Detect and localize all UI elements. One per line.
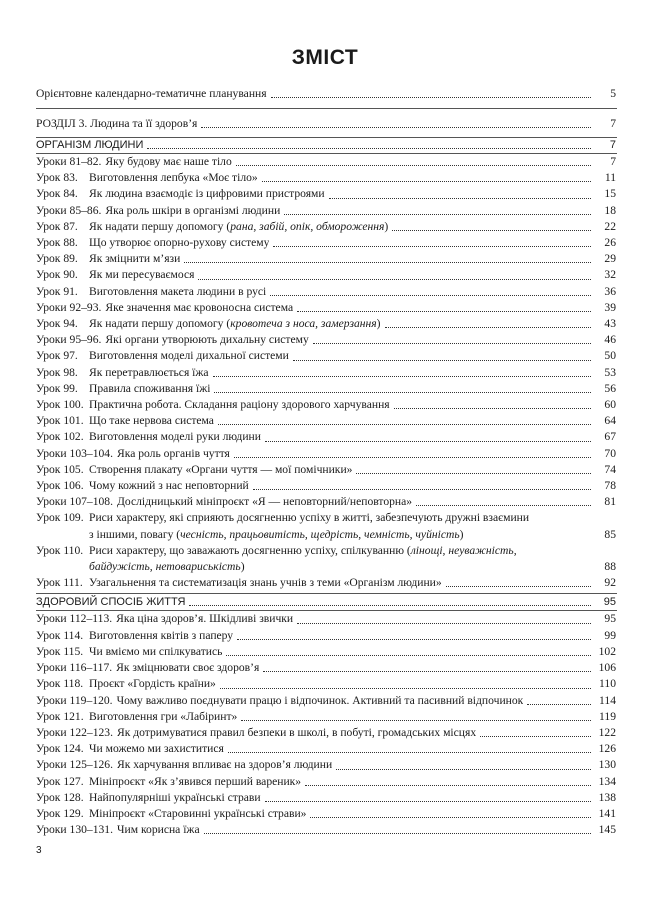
lesson-label: Урок 105. <box>36 462 84 476</box>
toc-entry-page: 70 <box>604 446 616 460</box>
toc-entry-text <box>36 365 209 381</box>
lesson-label: Уроки 125–126. <box>36 758 113 772</box>
lesson-title: Виготовлення моделі дихальної системи <box>89 349 289 363</box>
toc-entry-page: 64 <box>604 414 616 428</box>
toc-entry[interactable] <box>36 822 616 838</box>
toc-entry-page: 18 <box>604 203 616 217</box>
lesson-title: Як харчування впливає на здоров’я людини <box>117 758 333 772</box>
lesson-title-italic: чесність, працьовитість, щедрість, чемність, чуйність <box>180 527 460 541</box>
lesson-line-1 <box>36 543 594 559</box>
toc-entry[interactable] <box>36 397 616 413</box>
lesson-label: Урок 129. <box>36 806 84 820</box>
leader-dots <box>228 752 591 753</box>
toc-entry-text <box>36 170 258 186</box>
leader-dots <box>313 343 591 344</box>
lesson-label: Уроки 81–82. <box>36 155 102 168</box>
toc-entry[interactable] <box>36 284 616 300</box>
toc-entry[interactable] <box>36 316 616 332</box>
lesson-label: Урок 98. <box>36 365 78 379</box>
toc-entry-text <box>36 413 214 429</box>
toc-entry-text <box>36 381 210 397</box>
toc-entry-text <box>36 186 325 202</box>
toc-entry[interactable] <box>36 154 616 170</box>
leader-dots <box>214 392 591 393</box>
lesson-label: Урок 128. <box>36 790 84 804</box>
lesson-label: Урок 118. <box>36 677 84 691</box>
toc-entry-text <box>36 446 230 462</box>
leader-dots <box>184 262 591 263</box>
leader-dots <box>262 181 591 182</box>
lesson-title: Чому кожний з нас неповторний <box>89 479 249 493</box>
lesson-title-end: ) <box>376 317 381 331</box>
lesson-title: Чи можемо ми захиститися <box>89 742 224 756</box>
lesson-label: Уроки 107–108. <box>36 495 113 509</box>
leader-dots <box>263 671 591 672</box>
lesson-label: Уроки 85–86. <box>36 203 102 217</box>
lesson-label: Урок 84. <box>36 187 78 201</box>
toc-entry[interactable] <box>36 235 616 251</box>
lesson-label: Урок 83. <box>36 171 78 185</box>
lesson-title: Яка ціна здоров’я. Шкідливі звички <box>116 612 294 626</box>
leader-dots <box>213 376 591 377</box>
toc-entry-page: 39 <box>604 300 616 314</box>
toc-entry[interactable] <box>36 267 616 283</box>
lesson-title-end: ) <box>240 560 245 574</box>
toc-entry-page: 78 <box>604 479 616 493</box>
toc-entry[interactable] <box>36 510 616 542</box>
toc-entry[interactable] <box>36 806 616 822</box>
lesson-title: Виготовлення лепбука «Моє тіло» <box>89 171 258 185</box>
toc-entry-page: 67 <box>604 430 616 444</box>
leader-dots <box>297 623 591 624</box>
lesson-label: Урок 94. <box>36 317 78 331</box>
lesson-title: Створення плакату «Органи чуття — мої помічники» <box>89 462 353 476</box>
toc-entry-page: 11 <box>604 171 616 185</box>
toc-entry-page: 95 <box>604 612 616 626</box>
toc-section-organism <box>36 137 616 591</box>
page-number: 3 <box>36 845 42 856</box>
toc-entry-text: Орієнтовне календарно-тематичне планування <box>36 87 267 100</box>
toc-entry[interactable] <box>36 170 616 186</box>
lesson-title-end: ) <box>459 527 464 541</box>
toc-entry[interactable] <box>36 446 616 462</box>
leader-dots <box>394 408 591 409</box>
section-page: 7 <box>609 138 616 151</box>
lesson-label: Урок 111. <box>36 576 83 590</box>
chapter-page: 7 <box>610 117 616 130</box>
toc-entry-page: 26 <box>604 236 616 250</box>
leader-dots <box>310 817 591 818</box>
toc-entry[interactable] <box>36 757 616 773</box>
toc-entry-text <box>36 660 259 676</box>
toc-entry-page: 145 <box>598 823 616 837</box>
toc-entry-text <box>36 510 594 542</box>
toc-entry-text <box>36 348 289 364</box>
toc-entry-page: 134 <box>598 774 616 788</box>
toc-entry[interactable] <box>36 628 616 644</box>
leader-dots <box>147 148 591 149</box>
leader-dots <box>273 246 591 247</box>
toc-entry[interactable] <box>36 790 616 806</box>
toc-entry-text <box>36 300 293 316</box>
toc-entry[interactable] <box>36 494 616 510</box>
lesson-title: Риси характеру, які сприяють досягненню успіху в житті, забезпечують дружні взаємини <box>89 511 530 525</box>
lesson-label: Урок 99. <box>36 381 78 395</box>
toc-entry[interactable] <box>36 543 616 575</box>
toc-entry[interactable] <box>36 741 616 757</box>
toc-entry[interactable] <box>36 429 616 445</box>
leader-dots <box>271 97 591 98</box>
toc-entry-text <box>36 154 232 170</box>
lesson-title: Як зміцнити м’язи <box>89 252 181 266</box>
lesson-label: Урок 102. <box>36 430 84 444</box>
toc-entry-text <box>36 757 332 773</box>
leader-dots <box>329 198 591 199</box>
toc-entry[interactable] <box>36 611 616 627</box>
leader-dots <box>218 424 591 425</box>
toc-entry-text <box>36 284 266 300</box>
lesson-title: Узагальнення та систематизація знань учнів з теми «Організм людини» <box>89 576 442 590</box>
lesson-label: Урок 91. <box>36 284 78 298</box>
toc-entry-page: 130 <box>598 758 616 772</box>
lesson-title: Правила споживання їжі <box>89 381 211 395</box>
page-title: ЗМІСТ <box>291 46 359 69</box>
lesson-label: Урок 100. <box>36 398 84 412</box>
toc-entry-page: 126 <box>598 742 616 756</box>
lesson-label: Урок 110. <box>36 543 84 557</box>
toc-entry-page: 53 <box>604 365 616 379</box>
lesson-title: Чим корисна їжа <box>117 823 200 837</box>
leader-dots <box>265 441 591 442</box>
toc-entry-page: 74 <box>604 462 616 476</box>
lesson-label: Уроки 130–131. <box>36 823 113 837</box>
toc-entry-text <box>36 676 216 692</box>
lesson-title: Чому важливо поєднувати працю і відпочинок. Активний та пасивний відпочинок <box>116 693 524 707</box>
lesson-title: Дослідницький мініпроєкт «Я — неповторний/неповторна» <box>117 495 413 509</box>
lesson-title: Які органи утворюють дихальну систему <box>105 333 309 347</box>
toc-entry-text <box>36 478 249 494</box>
leader-dots <box>236 165 591 166</box>
toc-entry[interactable] <box>36 332 616 348</box>
lesson-title: Як людина взаємодіє із цифровими пристроями <box>89 187 325 201</box>
section-header[interactable] <box>36 137 616 153</box>
leader-dots <box>198 279 591 280</box>
lesson-label: Уроки 116–117. <box>36 661 113 675</box>
lesson-label: Урок 109. <box>36 511 84 525</box>
toc-entry-text <box>36 725 476 741</box>
lesson-title-italic: байдужість, нетовариськість <box>89 560 241 574</box>
lesson-title: Як надати першу допомогу ( <box>89 317 231 331</box>
toc-entry-page: 60 <box>604 398 616 412</box>
lesson-title: Виготовлення макета людини в русі <box>89 284 267 298</box>
lesson-title: Виготовлення гри «Лабіринт» <box>89 709 238 723</box>
lesson-title: Як перетравлюється їжа <box>89 365 209 379</box>
toc-entry[interactable] <box>36 219 616 235</box>
toc-entry-page: 56 <box>604 381 616 395</box>
lesson-label: Урок 97. <box>36 349 78 363</box>
leader-dots <box>253 489 591 490</box>
toc-entry[interactable] <box>36 251 616 267</box>
lesson-title-italic: лінощі, неуважність, <box>410 543 517 557</box>
lesson-label: Урок 124. <box>36 742 84 756</box>
toc-entry-page: 114 <box>599 693 616 707</box>
leader-dots <box>237 639 591 640</box>
toc-entry[interactable] <box>36 462 616 478</box>
toc-entry-text <box>36 332 309 348</box>
toc-entry[interactable] <box>36 676 616 692</box>
toc-entry-page: 110 <box>599 677 616 691</box>
toc-entry[interactable] <box>36 203 616 219</box>
toc-entry-text <box>36 709 237 725</box>
toc-entry[interactable] <box>36 660 616 676</box>
lesson-label: Урок 89. <box>36 252 78 266</box>
toc-entry-text <box>36 806 306 822</box>
lesson-label: Урок 101. <box>36 414 84 428</box>
lesson-label: Уроки 119–120. <box>36 693 113 707</box>
lesson-title: Як надати першу допомогу ( <box>89 219 231 233</box>
toc-entry-page: 32 <box>604 268 616 282</box>
toc-entry-page: 92 <box>604 576 616 590</box>
toc-entry-page: 88 <box>604 560 616 574</box>
toc-entry[interactable] <box>36 186 616 202</box>
lesson-title: Яку будову має наше тіло <box>105 155 232 168</box>
lesson-title: Мініпроєкт «Старовинні українські страви» <box>89 806 307 820</box>
toc-entry-page: 15 <box>604 187 616 201</box>
lesson-label: Уроки 92–93. <box>36 300 102 314</box>
toc-entry[interactable] <box>36 709 616 725</box>
lesson-label: Урок 127. <box>36 774 84 788</box>
lesson-line-2 <box>36 527 594 543</box>
toc-entry[interactable] <box>36 644 616 660</box>
lesson-title-italic: кровотеча з носа, замерзання <box>230 317 377 331</box>
lesson-title: Що утворює опорно-рухову систему <box>89 236 270 250</box>
section-page: 95 <box>603 596 616 609</box>
toc-entry[interactable] <box>36 725 616 741</box>
lesson-title: Найпопулярніші українські страви <box>89 790 261 804</box>
toc-chapter <box>36 116 616 132</box>
toc-entry-text <box>36 251 180 267</box>
toc-entry-page: 5 <box>610 87 616 100</box>
toc-entry-page: 29 <box>604 252 616 266</box>
toc-entry-text <box>36 774 301 790</box>
lesson-title-italic: рана, забій, опік, обмороження <box>230 219 385 233</box>
toc-section-healthy-life <box>36 594 616 838</box>
lesson-label: Урок 114. <box>36 628 84 642</box>
leader-dots <box>297 311 591 312</box>
toc-entry[interactable] <box>36 381 616 397</box>
leader-dots <box>480 736 591 737</box>
chapter-title: РОЗДІЛ 3. Людина та її здоров’я <box>36 117 198 130</box>
leader-dots <box>201 127 591 128</box>
toc-entry-text <box>36 235 269 251</box>
leader-dots <box>527 704 591 705</box>
section-header[interactable] <box>36 594 616 610</box>
lesson-line-1 <box>36 510 594 526</box>
leader-dots <box>270 295 591 296</box>
lesson-title: Що таке нервова система <box>89 414 214 428</box>
leader-dots <box>241 720 591 721</box>
lesson-label: Уроки 103–104. <box>36 446 113 460</box>
toc-entry-text <box>36 397 390 413</box>
toc-entry-page: 138 <box>598 790 616 804</box>
toc-entry-text <box>36 790 261 806</box>
lesson-label: Уроки 122–123. <box>36 725 113 739</box>
toc-entry-page: 119 <box>599 709 616 723</box>
leader-dots <box>234 457 591 458</box>
toc-entry-text <box>36 628 233 644</box>
toc-entry-text <box>36 494 412 510</box>
lesson-title: Як дотримуватися правил безпеки в школі, в побуті, громадських місцях <box>117 725 477 739</box>
lesson-title-cont: з іншими, повагу ( <box>89 527 181 541</box>
lesson-title-end: ) <box>384 219 389 233</box>
leader-dots <box>416 505 591 506</box>
leader-dots <box>284 214 591 215</box>
lesson-title: Яке значення має кровоносна система <box>105 300 294 314</box>
lesson-label: Урок 115. <box>36 644 84 658</box>
toc-entry-text <box>36 543 594 575</box>
lesson-title: Яка роль шкіри в організмі людини <box>105 203 281 217</box>
leader-dots <box>226 655 591 656</box>
toc-entry[interactable] <box>36 693 616 709</box>
toc-entry-page: 85 <box>604 527 616 541</box>
toc-entry-page: 36 <box>604 284 616 298</box>
toc-entry-page: 102 <box>598 644 616 658</box>
toc-intro <box>36 86 616 102</box>
toc-entry-page: 22 <box>604 219 616 233</box>
lesson-title: Чи вміємо ми спілкуватись <box>89 644 223 658</box>
toc-entry[interactable] <box>36 348 616 364</box>
toc-entry-page: 7 <box>610 155 616 168</box>
toc-entry-text <box>36 644 222 660</box>
lesson-label: Урок 87. <box>36 219 78 233</box>
toc-entry-text <box>36 316 381 332</box>
toc-entry-page: 141 <box>598 806 616 820</box>
toc-entry-text <box>36 693 523 709</box>
lesson-title: Проєкт «Гордість країни» <box>89 677 216 691</box>
toc-entry[interactable] <box>36 365 616 381</box>
toc-entry-text <box>36 611 293 627</box>
section-title: ЗДОРОВИЙ СПОСІБ ЖИТТЯ <box>36 596 186 609</box>
lesson-title: Практична робота. Складання раціону здорового харчування <box>89 398 390 412</box>
chapter-entry[interactable] <box>36 116 616 132</box>
leader-dots <box>356 473 591 474</box>
lesson-label: Урок 90. <box>36 268 78 282</box>
leader-dots <box>204 833 591 834</box>
lesson-title: Яка роль органів чуття <box>117 446 230 460</box>
toc-entry[interactable] <box>36 478 616 494</box>
toc-entry-page: 106 <box>598 661 616 675</box>
leader-dots <box>336 769 591 770</box>
toc-entry[interactable] <box>36 774 616 790</box>
toc-entry-page: 99 <box>604 628 616 642</box>
toc-entry[interactable] <box>36 413 616 429</box>
leader-dots <box>265 801 591 802</box>
leader-dots <box>189 605 591 606</box>
toc-entry-text <box>36 462 352 478</box>
toc-entry-text <box>36 741 224 757</box>
lesson-label: Урок 121. <box>36 709 84 723</box>
toc-entry[interactable] <box>36 300 616 316</box>
leader-dots <box>385 327 591 328</box>
section-title: ОРГАНІЗМ ЛЮДИНИ <box>36 138 144 151</box>
toc-entry-text <box>36 822 200 838</box>
lesson-title: Виготовлення моделі руки людини <box>89 430 261 444</box>
toc-entry-text <box>36 575 442 591</box>
lesson-label: Уроки 112–113. <box>36 612 113 626</box>
toc-entry[interactable] <box>36 575 616 591</box>
toc-entry-page: 46 <box>604 333 616 347</box>
lesson-label: Урок 88. <box>36 236 78 250</box>
lesson-label: Урок 106. <box>36 479 84 493</box>
divider <box>36 108 617 109</box>
leader-dots <box>392 230 591 231</box>
leader-dots <box>305 785 591 786</box>
toc-entry-page: 81 <box>604 495 616 509</box>
leader-dots <box>220 688 591 689</box>
lesson-title: Виготовлення квітів з паперу <box>89 628 234 642</box>
toc-entry-text <box>36 429 261 445</box>
toc-entry-text <box>36 219 388 235</box>
toc-entry[interactable] <box>36 86 616 102</box>
lesson-title: Риси характеру, що заважають досягненню успіху, спілкуванню ( <box>89 543 411 557</box>
lesson-title: Як зміцнювати своє здоров’я <box>116 661 260 675</box>
toc-entry-page: 43 <box>604 317 616 331</box>
toc-entry-page: 122 <box>598 725 616 739</box>
toc-entry-page: 50 <box>604 349 616 363</box>
lesson-title: Мініпроєкт «Як з’явився перший вареник» <box>89 774 302 788</box>
lesson-label: Уроки 95–96. <box>36 333 102 347</box>
leader-dots <box>446 586 591 587</box>
lesson-line-2 <box>36 559 594 575</box>
toc-entry-text <box>36 267 194 283</box>
toc-entry-text <box>36 203 280 219</box>
leader-dots <box>293 360 591 361</box>
lesson-title: Як ми пересуваємося <box>89 268 195 282</box>
